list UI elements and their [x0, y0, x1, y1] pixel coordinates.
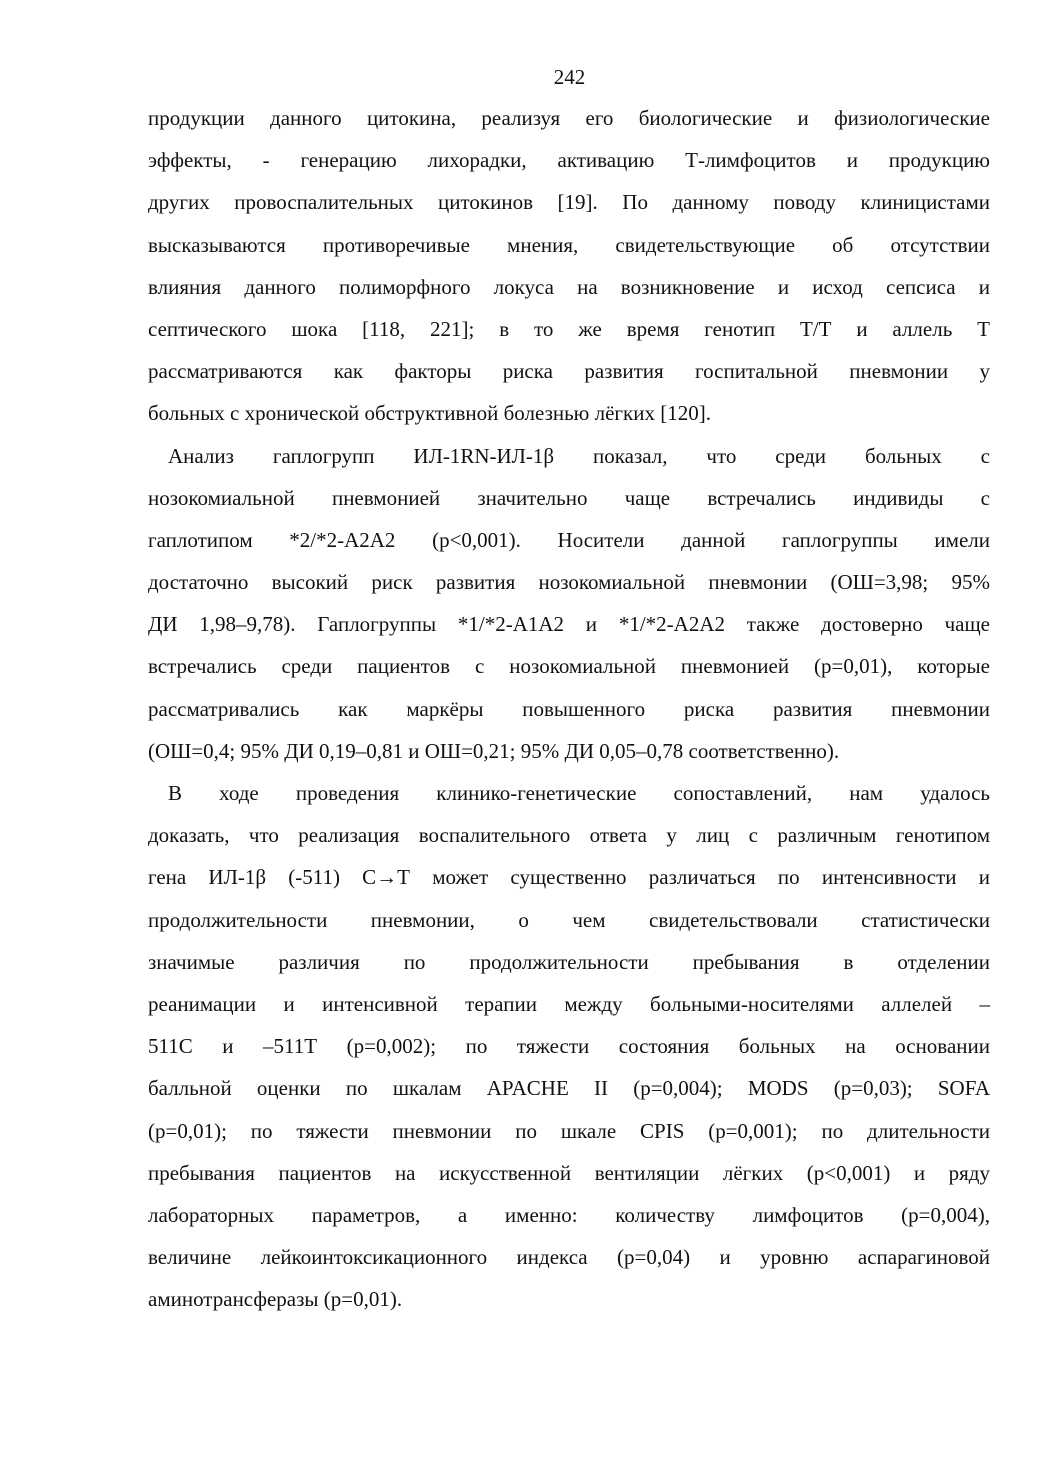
text-line: значимые различия по продолжительности пребывания в отделении	[148, 949, 990, 974]
text-line: встречались среди пациентов с нозокомиальной пневмонией (р=0,01), которые	[148, 654, 990, 679]
text-line: гена ИЛ-1β (-511) С→Т может существенно различаться по интенсивности и	[148, 865, 990, 890]
text-line: лабораторных параметров, а именно: количеству лимфоцитов (р=0,004),	[148, 1202, 990, 1227]
paragraph	[148, 772, 990, 1320]
text-line: больных с хронической обструктивной болезнью лёгких [120].	[148, 401, 711, 426]
text-line: продолжительности пневмонии, о чем свидетельствовали статистически	[148, 907, 990, 932]
text-line: продукции данного цитокина, реализуя его биологические и физиологические	[148, 106, 990, 130]
text-line: реанимации и интенсивной терапии между больными-носителями аллелей –	[148, 991, 990, 1016]
text-line: аминотрансферазы (р=0,01).	[148, 1287, 403, 1312]
paragraph	[148, 97, 990, 435]
text-line: нозокомиальной пневмонией значительно чаще встречались индивиды с	[148, 485, 990, 510]
text-line: В ходе проведения клинико-генетические сопоставлений, нам удалось	[168, 781, 990, 805]
text-line: рассматриваются как факторы риска развития госпитальной пневмонии у	[148, 359, 990, 384]
paragraph	[148, 435, 990, 773]
text-line: рассматривались как маркёры повышенного риска развития пневмонии	[148, 696, 990, 721]
text-line: эффекты, - генерацию лихорадки, активацию Т-лимфоцитов и продукцию	[148, 148, 990, 173]
text-line: 511С и –511Т (р=0,002); по тяжести состояния больных на основании	[148, 1034, 990, 1059]
text-line: ДИ 1,98–9,78). Гаплогруппы *1/*2-А1А2 и *1/*2-А2А2 также достоверно чаще	[148, 612, 990, 637]
text-line: (ОШ=0,4; 95% ДИ 0,19–0,81 и ОШ=0,21; 95% ДИ 0,05–0,78 соответственно).	[148, 738, 840, 763]
page-number: 242	[553, 65, 586, 89]
text-line: влияния данного полиморфного локуса на возникновение и исход сепсиса и	[148, 274, 990, 299]
text-line: септического шока [118, 221]; в то же время генотип Т/Т и аллель Т	[148, 316, 990, 341]
text-line: пребывания пациентов на искусственной вентиляции лёгких (р<0,001) и ряду	[148, 1160, 990, 1185]
text-line: других провоспалительных цитокинов [19]. По данному поводу клиницистами	[148, 190, 990, 215]
text-line: балльной оценки по шкалам APACHE II (р=0,004); MODS (р=0,03); SOFA	[148, 1076, 990, 1101]
text-line: величине лейкоинтоксикационного индекса (р=0,04) и уровню аспарагиновой	[148, 1245, 990, 1270]
text-line: (р=0,01); по тяжести пневмонии по шкале CPIS (р=0,001); по длительности	[148, 1118, 990, 1143]
text-line: достаточно высокий риск развития нозокомиальной пневмонии (ОШ=3,98; 95%	[148, 570, 990, 595]
text-line: доказать, что реализация воспалительного ответа у лиц с различным генотипом	[148, 823, 990, 848]
document-body	[148, 97, 990, 1320]
text-line: Анализ гаплогрупп ИЛ-1RN-ИЛ-1β показал, что среди больных с	[168, 443, 990, 468]
text-line: гаплотипом *2/*2-А2А2 (р<0,001). Носители данной гаплогруппы имели	[148, 527, 990, 552]
text-line: высказываются противоречивые мнения, свидетельствующие об отсутствии	[148, 232, 990, 257]
